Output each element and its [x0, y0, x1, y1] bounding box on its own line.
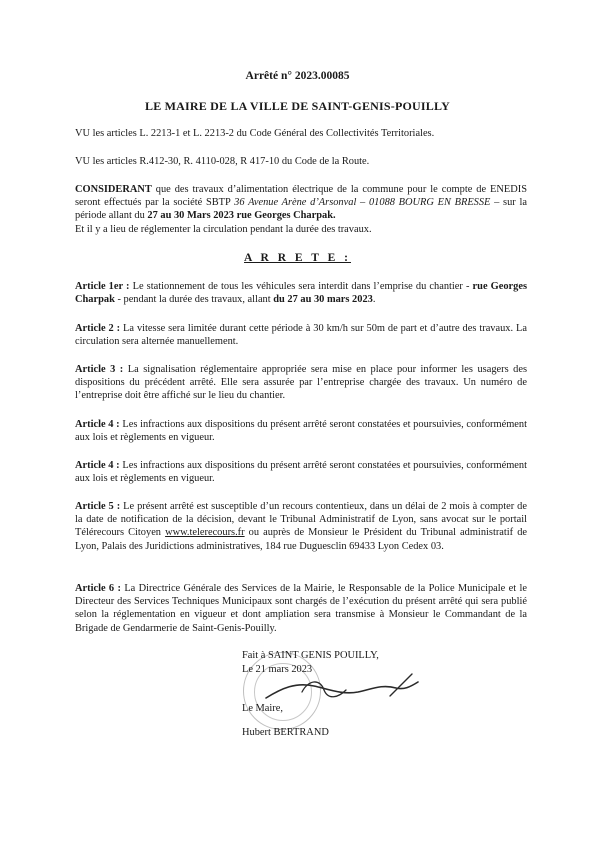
article-3-text: La signalisation réglementaire appropriée sera mise en place pour informer les usagers des dispositions du précédent arrêté. Elle sera assurée par l’entreprise chargée des travaux. Un numéro de l’entreprise doit être affiché sur le lieu du chantier. [75, 364, 527, 402]
considerant-text-1: que des travaux d’alimentation électrique de la commune pour le compte de ENEDIS seront effectués par la société SBTP [75, 184, 527, 209]
signature-place: Fait à SAINT GENIS POUILLY, [242, 650, 379, 661]
article-1-text-3: . [372, 294, 376, 306]
article-6-text: La Directrice Générale des Services de la Mairie, le Responsable de la Police Municipale et le Directeur des Services Techniques Municipaux sont chargés de l’exécution du présent arrêté qui sera publié selon la réglementation en vigueur et dont ampliation sera transmise à Monsieur le Commandant de la Brigade de Gendarmerie de Saint-Genis-Pouilly. [75, 583, 527, 634]
article-6 [75, 582, 527, 635]
article-5-text-2: ou auprès de Monsieur le Président du Tribunal administratif de Lyon, Palais des Juridictions administratives, 184 rue Duguesclin 69433 Lyon Cedex 03. [75, 527, 527, 552]
article-5 [75, 500, 527, 553]
article-4-duplicate [75, 459, 527, 485]
arrete-heading: A R R E T E : [244, 252, 351, 264]
works-period: 27 au 30 Mars 2023 rue Georges Charpak. [147, 210, 336, 222]
article-3 [75, 363, 527, 403]
article-5-label: Article 5 : [75, 501, 121, 512]
maire-heading: LE MAIRE DE LA VILLE DE SAINT-GENIS-POUILLY [145, 99, 450, 113]
article-5-text-1: Le présent arrêté est susceptible d’un recours contentieux, dans un délai de 2 mois à compter de la date de notification de la décision, devant le Tribunal Administratif de Lyon, sans avocat sur le portail Télérecours Citoyen [75, 501, 527, 539]
article-4-duplicate-text: Les infractions aux dispositions du présent arrêté seront constatées et poursuivies, conformément aux lois et règlements en vigueur. [75, 460, 527, 485]
contractor-address: 36 Avenue Arène d’Arsonval – 01088 BOURG EN BRESSE [234, 197, 491, 209]
signature-name: Hubert BERTRAND [242, 727, 329, 738]
article-1 [75, 280, 527, 306]
article-2 [75, 322, 527, 348]
considerant-text-3: Et il y a lieu de réglementer la circulation pendant la durée des travaux. [75, 223, 372, 235]
article-4-duplicate-label: Article 4 : [75, 460, 120, 471]
article-4-text: Les infractions aux dispositions du présent arrêté seront constatées et poursuivies, conformément aux lois et règlements en vigueur. [75, 419, 527, 444]
considerant-label: CONSIDERANT [75, 184, 152, 195]
vu-paragraph-1: VU les articles L. 2213-1 et L. 2213-2 du Code Général des Collectivités Territoriales. [75, 128, 435, 139]
article-2-label: Article 2 : [75, 323, 121, 334]
telerecours-link[interactable]: www.telerecours.fr [165, 527, 245, 539]
article-1-text-2: - pendant la durée des travaux, allant [114, 294, 274, 306]
vu-paragraph-2: VU les articles R.412-30, R. 4110-028, R 417-10 du Code de la Route. [75, 156, 370, 167]
considerant-text-2: – sur la période allant du [75, 197, 527, 222]
article-2-text: La vitesse sera limitée durant cette période à 30 km/h sur 50m de part et d’autre des travaux. La circulation sera alternée manuellement. [75, 323, 527, 348]
considerant-paragraph [75, 183, 527, 236]
article-1-dates: du 27 au 30 mars 2023 [273, 294, 373, 306]
signature-date: Le 21 mars 2023 [242, 664, 313, 675]
article-4-label: Article 4 : [75, 419, 120, 430]
article-1-text-1: Le stationnement de tous les véhicules sera interdit dans l’emprise du chantier - [129, 281, 473, 292]
article-1-street: rue Georges Charpak [75, 281, 528, 306]
article-1-label: Article 1er : [75, 281, 130, 292]
article-4 [75, 418, 527, 444]
signature-role: Le Maire, [242, 703, 283, 714]
article-6-label: Article 6 : [75, 583, 121, 594]
arrete-number: Arrêté n° 2023.00085 [245, 70, 350, 82]
article-3-label: Article 3 : [75, 364, 124, 375]
